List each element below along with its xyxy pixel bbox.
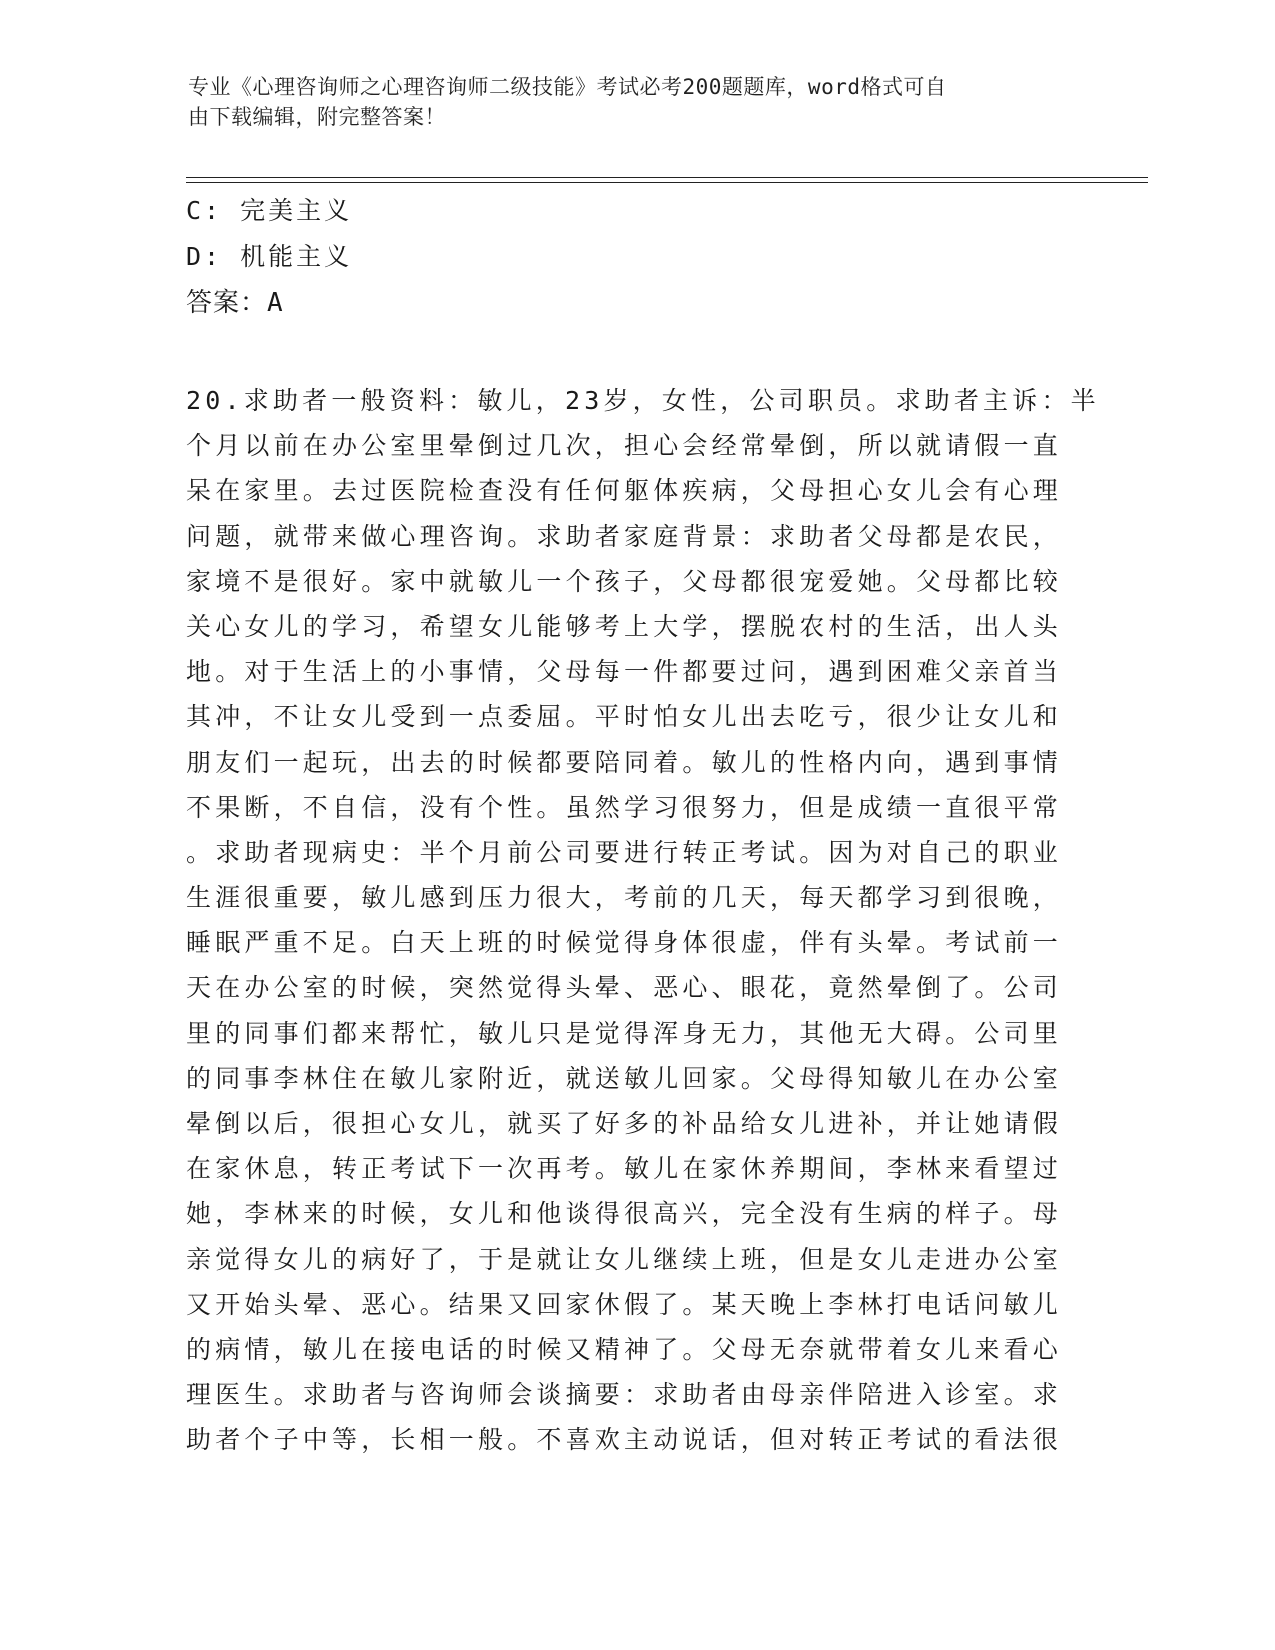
question-line: 她，李林来的时候，女儿和他谈得很高兴，完全没有生病的样子。母	[186, 1199, 1063, 1229]
option-d: D: 机能主义	[186, 242, 353, 271]
question-line: 睡眠严重不足。白天上班的时候觉得身体很虚，伴有头晕。考试前一	[186, 928, 1063, 958]
question-line: 。求助者现病史：半个月前公司要进行转正考试。因为对自己的职业	[186, 837, 1063, 867]
question-line: 理医生。求助者与咨询师会谈摘要：求助者由母亲伴陪进入诊室。求	[186, 1380, 1063, 1410]
question-line: 地。对于生活上的小事情，父母每一件都要过问，遇到困难父亲首当	[186, 657, 1063, 687]
header-line-2: 由下载编辑，附完整答案！	[188, 105, 446, 129]
question-line: 里的同事们都来帮忙，敏儿只是觉得浑身无力，其他无大碍。公司里	[186, 1018, 1063, 1048]
question-line: 在家休息，转正考试下一次再考。敏儿在家休养期间，李林来看望过	[186, 1154, 1063, 1184]
question-line: 的病情，敏儿在接电话的时候又精神了。父母无奈就带着女儿来看心	[186, 1334, 1063, 1364]
question-line: 晕倒以后，很担心女儿，就买了好多的补品给女儿进补，并让她请假	[186, 1109, 1063, 1138]
answer-line: 答案：A	[186, 288, 284, 318]
question-line: 家境不是很好。家中就敏儿一个孩子，父母都很宠爱她。父母都比较	[186, 566, 1063, 596]
question-line: 又开始头晕、恶心。结果又回家休假了。某天晚上李林打电话问敏儿	[186, 1289, 1063, 1319]
document-header	[188, 72, 1088, 132]
question-line: 朋友们一起玩，出去的时候都要陪同着。敏儿的性格内向，遇到事情	[186, 747, 1063, 777]
question-line: 个月以前在办公室里晕倒过几次，担心会经常晕倒，所以就请假一直	[186, 431, 1063, 461]
question-line: 不果断，不自信，没有个性。虽然学习很努力，但是成绩一直很平常	[186, 792, 1063, 822]
question-20	[186, 378, 1100, 1463]
header-line-1: 专业《心理咨询师之心理咨询师二级技能》考试必考200题题库，word格式可自	[188, 75, 947, 99]
question-line: 关心女儿的学习，希望女儿能够考上大学，摆脱农村的生活，出人头	[186, 611, 1063, 641]
question-line: 问题，就带来做心理咨询。求助者家庭背景：求助者父母都是农民，	[186, 521, 1063, 551]
question-line: 天在办公室的时候，突然觉得头晕、恶心、眼花，竟然晕倒了。公司	[186, 973, 1063, 1003]
question-line: 20.求助者一般资料：敏儿，23岁，女性，公司职员。求助者主诉：半	[186, 386, 1100, 415]
question-line: 的同事李林住在敏儿家附近，就送敏儿回家。父母得知敏儿在办公室	[186, 1063, 1063, 1093]
header-divider-top	[186, 177, 1148, 178]
option-c: C: 完美主义	[186, 196, 353, 225]
question-line: 呆在家里。去过医院检查没有任何躯体疾病，父母担心女儿会有心理	[186, 476, 1063, 506]
header-divider-bottom	[186, 182, 1148, 183]
question-line: 其冲，不让女儿受到一点委屈。平时怕女儿出去吃亏，很少让女儿和	[186, 702, 1063, 732]
question-line: 生涯很重要，敏儿感到压力很大，考前的几天，每天都学习到很晚，	[186, 883, 1063, 913]
question-line: 亲觉得女儿的病好了，于是就让女儿继续上班，但是女儿走进办公室	[186, 1244, 1063, 1274]
question-line: 助者个子中等，长相一般。不喜欢主动说话，但对转正考试的看法很	[186, 1425, 1063, 1455]
